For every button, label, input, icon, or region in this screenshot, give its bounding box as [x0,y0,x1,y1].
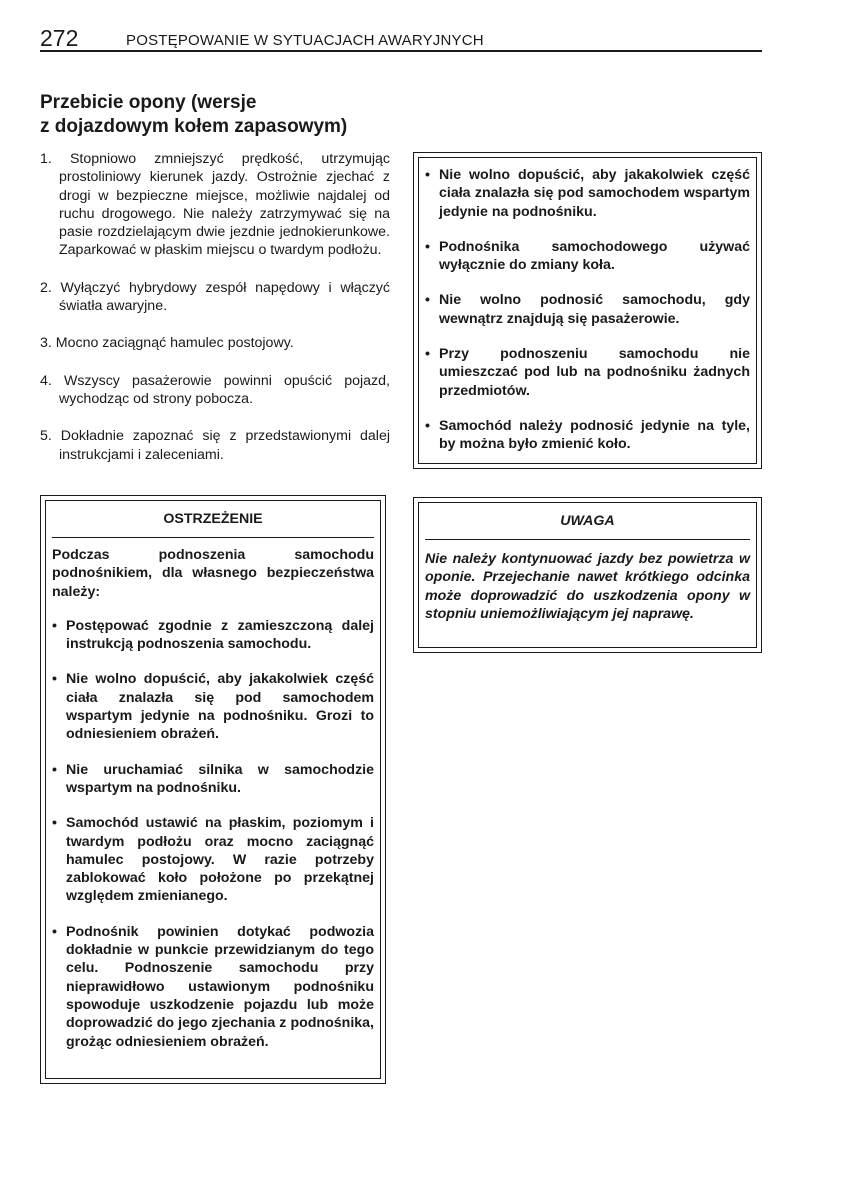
warning-item-text: Postępować zgodnie z zamieszczoną dalej instrukcją podnoszenia samochodu. [66,617,374,653]
bullet-mark: • [425,167,430,183]
warning-item-2 [52,670,374,743]
heading-line-1: Przebicie opony (wersje [40,92,257,113]
bullet-mark: • [52,761,57,778]
step-1: 1. Stopniowo zmniejszyć prędkość, utrzymując prostoliniowy kierunek jazdy. Ostrożnie zjechać z drogi w bezpieczne miejsce, możliwie najdalej od ruchu drogowego. Nie należy zatrzymywać się na pasie rozdzielającym dwie jezdnie jednokierunkowe. Zaparkować w płaskim miejscu o twardym podłożu. [40,151,390,259]
safety-note-1 [425,166,750,221]
safety-note-2 [425,238,750,275]
warning-box-inner [45,500,381,1079]
safety-note-3 [425,291,750,328]
bullet-mark: • [425,417,430,434]
caution-title: UWAGA [425,503,750,540]
bullet-mark: • [52,671,57,688]
bullet-mark: • [425,346,430,363]
warning-item-text: Nie wolno dopuścić, aby jakakolwiek część ciała znalazła się pod samochodem wspartym jedynie na podnośniku. Grozi to odniesieniem obrażeń. [66,671,374,743]
section-title: POSTĘPOWANIE W SYTUACJACH AWARYJNYCH [126,32,484,49]
warning-title: OSTRZEŻENIE [52,501,374,538]
safety-note-4 [425,345,750,400]
warning-item-4 [52,814,374,905]
warning-item-text: Podnośnik powinien dotykać podwozia dokładnie w punkcie przewidzianym do tego celu. Podnoszenie samochodu przy nieprawidłowo ustawionym podnośniku spowoduje uszkodzenie pojazdu lub może doprowadzić do jego zjechania z podnośnika, grożąc odniesieniem obrażeń. [66,923,374,1050]
safety-note-5 [425,417,750,454]
page-number: 272 [40,25,79,51]
step-3: 3. Mocno zaciągnąć hamulec postojowy. [40,335,294,352]
safety-note-text: Nie wolno podnosić samochodu, gdy wewnątrz znajdują się pasażerowie. [439,292,750,327]
safety-note-text: Przy podnoszeniu samochodu nie umieszczać pod lub na podnośniku żadnych przedmiotów. [439,346,750,399]
page-header [40,24,762,52]
heading-line-2: z dojazdowym kołem zapasowym) [40,116,348,137]
step-5: 5. Dokładnie zapoznać się z przedstawionymi dalej instrukcjami i zaleceniami. [40,428,390,463]
procedure-steps [40,150,390,483]
warning-item-text: Nie uruchamiać silnika w samochodzie wspartym na podnośniku. [66,761,374,796]
warning-item-text: Samochód ustawić na płaskim, poziomym i twardym podłożu oraz mocno zaciągnąć hamulec postojowy. W razie potrzeby zablokować koło położone po przekątnej względem zmienianego. [66,815,374,905]
caution-body: Nie należy kontynuować jazdy bez powietrza w oponie. Przejechanie nawet krótkiego odcinka może doprowadzić do uszkodzenia opony w stopniu uniemożliwiającym jej naprawę. [425,551,750,622]
warning-box [40,495,386,1084]
bullet-mark: • [52,815,57,832]
safety-notes-box [413,152,762,469]
safety-notes-inner [418,157,757,464]
warning-item-1 [52,617,374,654]
caution-box-inner [418,502,757,648]
caution-box [413,497,762,653]
warning-intro: Podczas podnoszenia samochodu podnośnikiem, dla własnego bezpieczeństwa należy: [52,547,374,600]
bullet-mark: • [52,617,57,634]
step-2: 2. Wyłączyć hybrydowy zespół napędowy i włączyć światła awaryjne. [40,279,390,315]
bullet-mark: • [425,238,430,255]
warning-item-5 [52,923,374,1051]
warning-item-3 [52,761,374,798]
warning-list [46,617,380,1051]
bullet-mark: • [425,292,430,309]
safety-note-text: Samochód należy podnosić jedynie na tyle, by można było zmienić koło. [439,417,750,453]
bullet-mark: • [52,923,57,940]
safety-note-text: Podnośnika samochodowego używać wyłącznie do zmiany koła. [439,238,750,274]
safety-note-text: Nie wolno dopuścić, aby jakakolwiek część ciała znalazła się pod samochodem wspartym jedynie na podnośniku. [439,167,750,220]
page-heading [40,91,400,139]
step-4: 4. Wszyscy pasażerowie powinni opuścić pojazd, wychodząc od strony pobocza. [40,372,390,407]
